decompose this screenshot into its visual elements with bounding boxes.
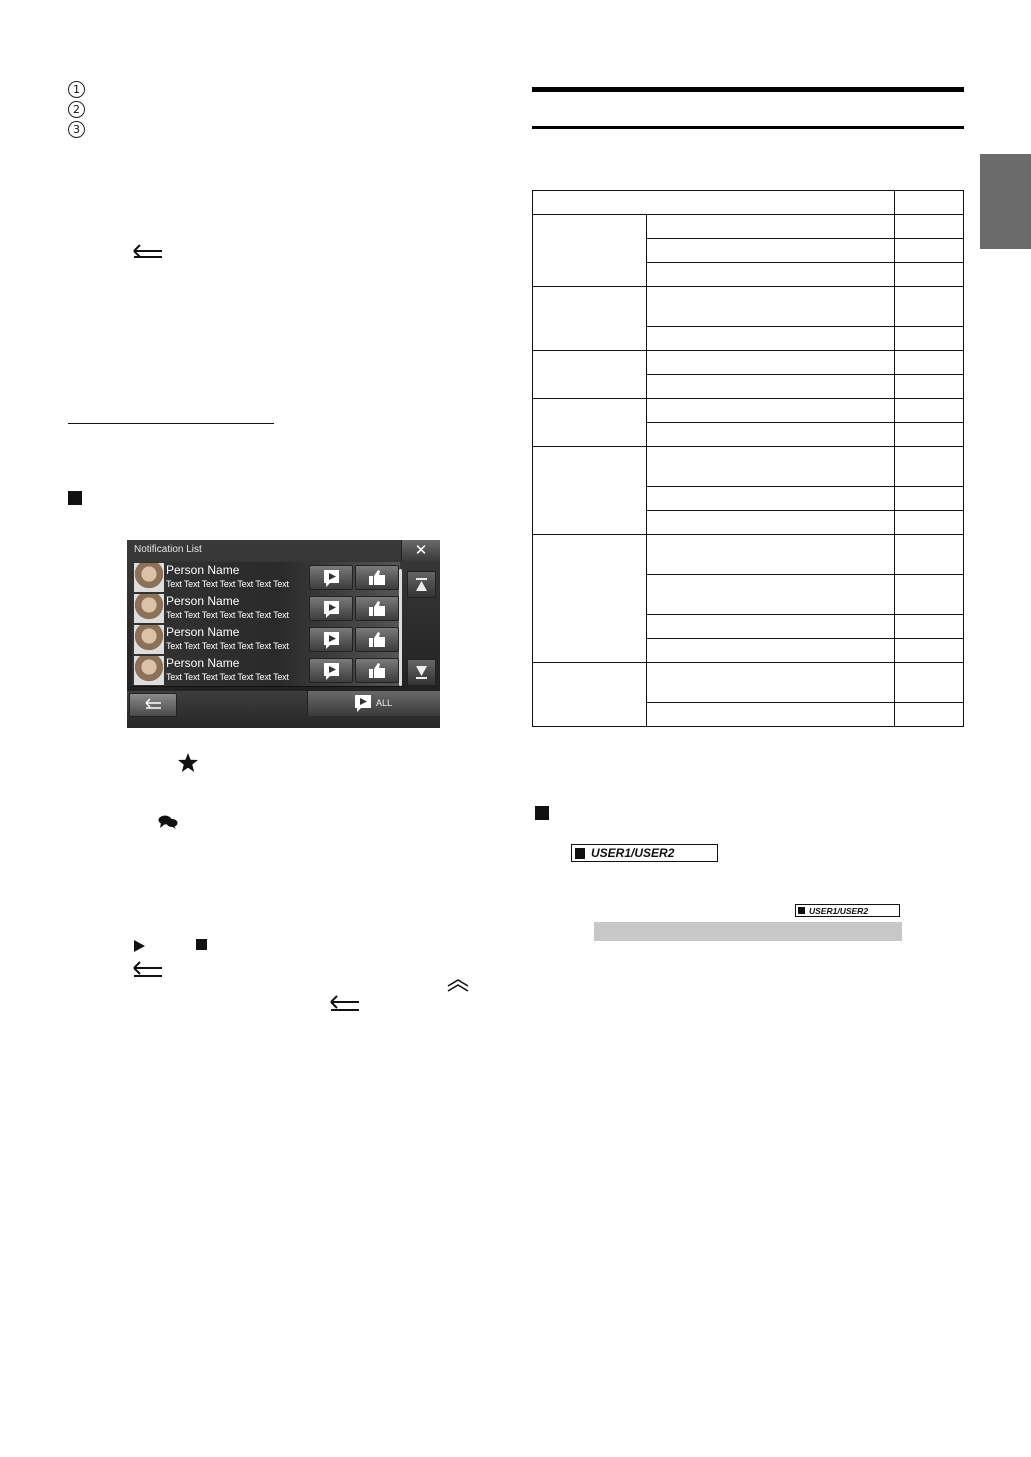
play-bubble-icon xyxy=(310,659,352,682)
scroll-to-top-button[interactable] xyxy=(407,571,436,598)
thumbs-up-icon xyxy=(356,566,398,589)
header-rule-top xyxy=(532,87,964,92)
like-button[interactable] xyxy=(355,565,399,590)
screen-title: Notification List xyxy=(134,544,202,555)
message-text: Text Text Text Text Text Text Text xyxy=(166,610,289,620)
back-button[interactable] xyxy=(129,693,177,717)
play-triangle-icon xyxy=(132,939,146,953)
back-arrow-icon xyxy=(328,992,362,1014)
play-bubble-icon xyxy=(310,597,352,620)
back-arrow-icon xyxy=(131,238,165,260)
table-rule xyxy=(963,190,964,727)
person-name: Person Name xyxy=(166,625,240,639)
like-button[interactable] xyxy=(355,627,399,652)
chat-bubbles-icon xyxy=(157,814,179,830)
list-item[interactable] xyxy=(132,562,400,594)
table-rule xyxy=(646,238,964,239)
table-rule xyxy=(646,510,964,511)
message-text: Text Text Text Text Text Text Text xyxy=(166,672,289,682)
table-rule xyxy=(646,638,964,639)
header-rule-bottom xyxy=(532,126,964,129)
table-rule xyxy=(646,614,964,615)
table-rule xyxy=(532,534,964,535)
back-arrow-icon xyxy=(131,958,165,980)
avatar xyxy=(134,625,164,654)
table-rule xyxy=(532,350,964,351)
like-button[interactable] xyxy=(355,658,399,683)
table-rule xyxy=(646,486,964,487)
scroll-top-icon xyxy=(408,572,435,597)
thumbs-up-icon xyxy=(356,628,398,651)
badge-square-icon xyxy=(575,848,585,859)
stop-square-icon xyxy=(196,939,207,950)
play-bubble-icon xyxy=(354,694,372,712)
like-button[interactable] xyxy=(355,596,399,621)
message-text: Text Text Text Text Text Text Text xyxy=(166,579,289,589)
table-rule xyxy=(532,726,964,727)
table-rule xyxy=(646,262,964,263)
notification-list-screen xyxy=(127,540,440,728)
section-square-marker xyxy=(68,491,82,505)
table-rule xyxy=(894,190,895,726)
play-message-button[interactable] xyxy=(309,565,353,590)
table-rule xyxy=(646,422,964,423)
marker-1: 1 xyxy=(68,81,85,98)
table-rule xyxy=(532,398,964,399)
table-rule xyxy=(646,574,964,575)
table-rule xyxy=(646,702,964,703)
table-rule xyxy=(646,214,647,726)
thumbs-up-icon xyxy=(356,659,398,682)
play-message-button[interactable] xyxy=(309,596,353,621)
thumbs-up-icon xyxy=(356,597,398,620)
avatar xyxy=(134,563,164,592)
table-rule xyxy=(532,446,964,447)
badge-square-icon xyxy=(798,907,805,914)
scroll-bottom-icon xyxy=(408,660,435,685)
chapter-side-tab xyxy=(980,154,1031,249)
avatar xyxy=(134,594,164,623)
message-text: Text Text Text Text Text Text Text xyxy=(166,641,289,651)
marker-3: 3 xyxy=(68,121,85,138)
table-rule xyxy=(532,214,964,215)
play-all-label: ALL xyxy=(376,698,393,708)
marker-2: 2 xyxy=(68,101,85,118)
play-bubble-icon xyxy=(310,628,352,651)
table-rule xyxy=(532,190,533,727)
table-rule xyxy=(646,326,964,327)
star-icon xyxy=(177,752,199,773)
table-rule xyxy=(532,662,964,663)
avatar xyxy=(134,656,164,685)
play-all-button[interactable] xyxy=(307,691,440,716)
play-bubble-icon xyxy=(310,566,352,589)
list-item[interactable] xyxy=(132,624,400,656)
badge-label: USER1/USER2 xyxy=(591,846,675,860)
table-rule xyxy=(532,190,964,191)
badge-label-small: USER1/USER2 xyxy=(809,905,869,916)
person-name: Person Name xyxy=(166,563,240,577)
list-item[interactable] xyxy=(132,655,400,687)
scroll-to-bottom-button[interactable] xyxy=(407,659,436,686)
person-name: Person Name xyxy=(166,594,240,608)
highlight-bar xyxy=(594,922,902,941)
scrollbar[interactable] xyxy=(399,569,402,686)
table-rule xyxy=(646,374,964,375)
user-mode-badge xyxy=(571,844,718,862)
double-chevron-up-icon xyxy=(446,977,470,993)
user-mode-badge-small xyxy=(795,904,900,917)
play-message-button[interactable] xyxy=(309,658,353,683)
back-arrow-icon xyxy=(130,694,176,716)
play-message-button[interactable] xyxy=(309,627,353,652)
list-item[interactable] xyxy=(132,593,400,625)
table-rule xyxy=(532,286,964,287)
close-button[interactable]: ✕ xyxy=(401,540,440,561)
underline-rule xyxy=(68,423,274,424)
section-square-marker xyxy=(535,806,549,820)
person-name: Person Name xyxy=(166,656,240,670)
